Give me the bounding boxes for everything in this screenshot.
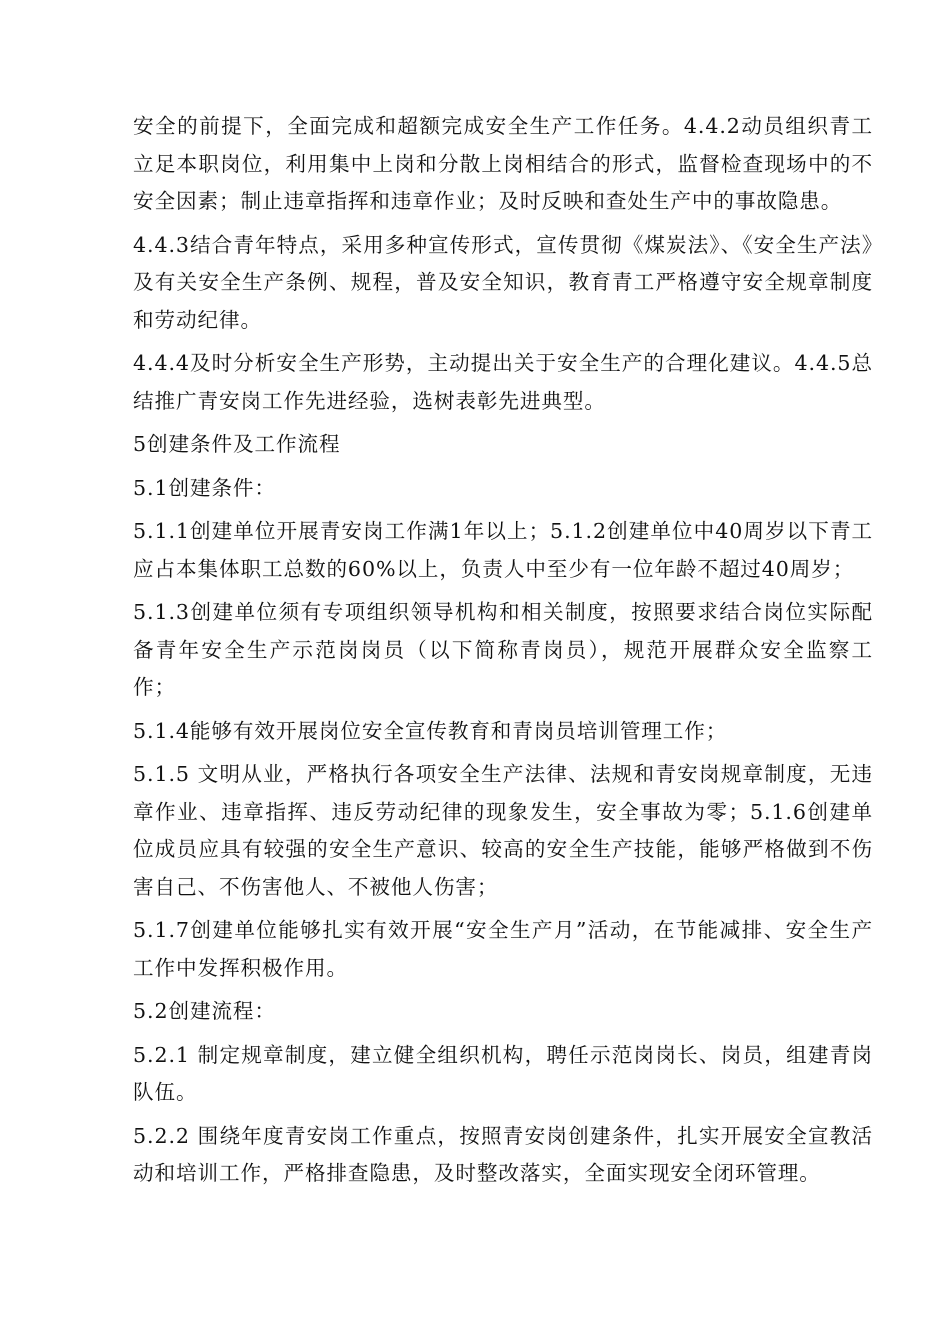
paragraph-5-1-7: 5.1.7创建单位能够扎实有效开展“安全生产月”活动，在节能减排、安全生产工作中发挥积极作用。 [133,918,873,980]
subsection-heading-5-2: 5.2创建流程： [133,999,276,1023]
paragraph-5-1-5: 5.1.5 文明从业，严格执行各项安全生产法律、法规和青安岗规章制度，无违章作业、违章指挥、违反劳动纪律的现象发生，安全事故为零；5.1.6创建单位成员应具有较强的安全生产意识、较高的安全生产技能，能够严格做到不伤害自己、不伤害他人、不被他人伤害； [133,762,873,899]
document-body [133,108,873,1199]
paragraph-5-1-3: 5.1.3创建单位须有专项组织领导机构和相关制度，按照要求结合岗位实际配备青年安全生产示范岗岗员（以下简称青岗员），规范开展群众安全监察工作； [133,600,873,699]
paragraph-5-2-1: 5.2.1 制定规章制度，建立健全组织机构，聘任示范岗岗长、岗员，组建青岗队伍。 [133,1042,873,1104]
paragraph-4-4-3: 4.4.3结合青年特点，采用多种宣传形式，宣传贯彻《煤炭法》、《安全生产法》及有关安全生产条例、规程，普及安全知识，教育青工严格遵守安全规章制度和劳动纪律。 [133,232,873,332]
paragraph-5-1-4: 5.1.4能够有效开展岗位安全宣传教育和青岗员培训管理工作； [133,718,728,743]
paragraph-5-2-2: 5.2.2 围绕年度青安岗工作重点，按照青安岗创建条件，扎实开展安全宣教活动和培训工作，严格排查隐患，及时整改落实，全面实现安全闭环管理。 [133,1123,873,1185]
subsection-heading-5-1: 5.1创建条件： [133,475,276,500]
paragraph-5-1-1: 5.1.1创建单位开展青安岗工作满1年以上；5.1.2创建单位中40周岁以下青工应占本集体职工总数的60%以上，负责人中至少有一位年龄不超过40周岁； [133,519,873,581]
paragraph-4-4-4: 4.4.4及时分析安全生产形势，主动提出关于安全生产的合理化建议。4.4.5总结推广青安岗工作先进经验，选树表彰先进典型。 [133,351,873,413]
section-heading-5: 5创建条件及工作流程 [133,432,341,456]
paragraph-4-4-2: 安全的前提下，全面完成和超额完成安全生产工作任务。4.4.2动员组织青工立足本职岗位，利用集中上岗和分散上岗相结合的形式，监督检查现场中的不安全因素；制止违章指挥和违章作业；及时反映和查处生产中的事故隐患。 [133,114,873,213]
